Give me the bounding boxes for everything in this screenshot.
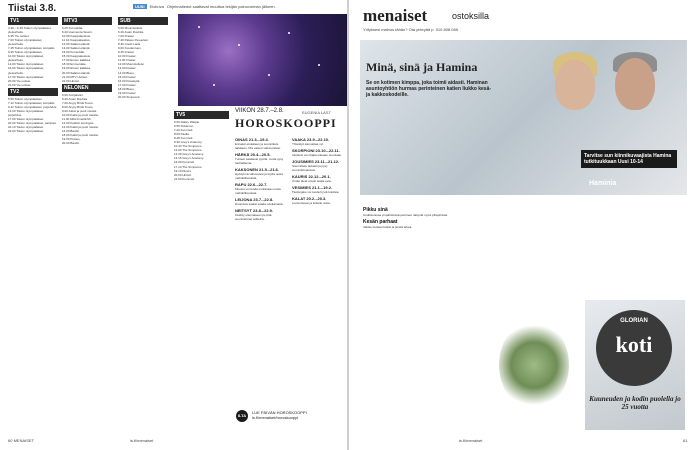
headline: Minä, sinä ja Hamina bbox=[366, 60, 478, 74]
schedule-entry: 19.00 Putous. bbox=[62, 137, 81, 142]
tv-column-1 bbox=[8, 16, 58, 133]
schedule-entry: 13.30 Grey's Anatomy. bbox=[174, 152, 205, 157]
sign-name: HÄRKÄ 20.4.–20.5. bbox=[235, 152, 271, 158]
schedule-entry: 7.40 Palaxo Pesuolavi. bbox=[118, 38, 149, 43]
horoscope-author: EUGENIA LAST bbox=[302, 110, 331, 115]
sign-text: Tiedonjako voi tuoda hyviä tuloksia. bbox=[292, 190, 340, 195]
lead-text: Se on kotimen kimppa, joka toimii aidasti. Haminan asuntoyhtiön hurmas perinteinen katien liukko kesä- ja kakkoskodeille. bbox=[366, 80, 492, 98]
sign-text: Ennakoi etukäteen ja suunnittele tarkkaan. Ota vastuu valinnoistasi. bbox=[235, 142, 281, 151]
star-icon bbox=[318, 64, 320, 66]
tagline: Yrityksesi mainos tähän? Ota yhteyttä p. 010 808 085 bbox=[363, 27, 458, 32]
schedule-entry: 20.00 Bandit. bbox=[62, 141, 80, 146]
schedule-entry: 7.20 Kummeli. bbox=[174, 128, 194, 133]
schedule-entry: 7.12 Tokion olympialaiset, koripallo. bbox=[8, 100, 56, 105]
schedule-entry: 6.00 Kotipäivän. bbox=[62, 92, 84, 97]
schedule-entry: 18.30 Emmerdale. bbox=[62, 62, 87, 67]
tv-column-4 bbox=[174, 110, 229, 181]
schedule-entry: 17.10 The Simpsons. bbox=[174, 164, 203, 169]
footer-page-number: 61 bbox=[683, 438, 688, 443]
footer-url: is.fi/menaiset bbox=[130, 438, 154, 443]
right-page bbox=[349, 0, 696, 450]
tv-column-3 bbox=[118, 16, 168, 99]
horoscope-title: HOROSKOOPPI bbox=[235, 116, 337, 130]
star-icon bbox=[213, 84, 215, 86]
schedule-entry: 8.00 Pasila. bbox=[174, 132, 190, 137]
koti-badge bbox=[596, 310, 672, 386]
sign-name: VAAKA 23.9.–22.10. bbox=[292, 137, 330, 142]
sign-name: VESIMIES 21.1.–19.2. bbox=[292, 185, 333, 191]
schedule-entry: 20.00 Yle uutiset. bbox=[8, 78, 32, 83]
schedule-entry: 8.30 Cooki Lacis. bbox=[118, 42, 142, 47]
schedule-entry: 9.00 Kuudentuon. bbox=[118, 46, 142, 51]
schedule-entry: 19.00 Ennen kaikkea. bbox=[62, 66, 91, 71]
footer-brand: MENAISET bbox=[13, 438, 35, 443]
schedule-entry: 20.00 Salatut elämät. bbox=[62, 70, 91, 75]
brand-title: menaiset bbox=[363, 6, 428, 25]
schedule-entry: 17.00 Tokion olympialaiset. bbox=[8, 116, 44, 121]
schedule-entry: 13.00 Frasier. bbox=[118, 66, 137, 71]
schedule-entry: 14.15 Grey's Anatomy. bbox=[174, 156, 205, 161]
schedule-entry: 14.00 Bluey. bbox=[118, 70, 135, 75]
schedule-entry: 6.20 Avain Ruuhka. bbox=[118, 30, 144, 35]
horoscope-photo bbox=[178, 14, 347, 106]
schedule-entry: 14.00 Kaksi ja puoli miestä. bbox=[62, 125, 99, 130]
sign-text: Muutos voi tuoda mukanaan uusia mahdollisuuksia. bbox=[235, 187, 281, 196]
legend-badge: UUSI bbox=[135, 4, 145, 9]
schedule-entry: 17.00 Ennen kaikkea. bbox=[62, 58, 91, 63]
legend-text-1: Elokuva bbox=[149, 4, 164, 9]
schedule-entry: 7.45 Tokion olympialaiset, koripallo. bbox=[8, 46, 56, 51]
schedule-entry: 19.10 Diners. bbox=[174, 168, 192, 173]
schedule-entry: 9.12 Tokion olympialaiset, purjehdus. bbox=[8, 104, 58, 109]
schedule-entry: 8.00 Angry Birds Toons. bbox=[62, 104, 94, 109]
schedule-entry: 16.00 Bandit. bbox=[62, 129, 80, 134]
channel-header: MTV3 bbox=[62, 17, 112, 25]
schedule-entry: 11.00 Frasier. bbox=[118, 58, 137, 63]
sign-name: OINAS 21.3.–19.4. bbox=[235, 137, 269, 142]
koti-caption: Kuuneuden ja kodin puolella jo 25 vuotta bbox=[589, 395, 681, 411]
star-icon bbox=[268, 74, 270, 76]
sign-name: SKORPIONI 23.10.–22.11. bbox=[292, 148, 340, 154]
star-icon bbox=[238, 44, 240, 46]
channel-header: SUB bbox=[118, 17, 168, 25]
schedule-entry: 6.35 Yle uutiset. bbox=[8, 34, 30, 39]
sign-text: Huomiota saatat saada odottamatta. bbox=[235, 202, 284, 207]
person-face bbox=[555, 60, 595, 110]
channel-header: TV2 bbox=[8, 88, 58, 96]
schedule-entry: 7.00 Angry Birds Toons. bbox=[62, 100, 94, 105]
sign-text: Suunnittele tarkasti ja pysy suunnitelmassasi. bbox=[292, 164, 328, 173]
sign-text: Hyödynnä vahvuutesi ja löydä uusia mahdollisuuksia. bbox=[235, 172, 283, 181]
schedule-entry: 9.00 Kaksi ja puoli miestä. bbox=[62, 108, 97, 113]
sign-name: LEIJONA 23.7.–22.8. bbox=[235, 197, 274, 203]
legend bbox=[133, 4, 276, 9]
schedule-entry: 13.00 Salatut elämät. bbox=[62, 46, 91, 51]
schedule-entry: 22.10 Tokion olympialaiset. bbox=[8, 125, 44, 130]
schedule-entry: 20.00 Tokion olympialaiset, painissa. bbox=[8, 120, 57, 125]
star-icon bbox=[288, 32, 290, 34]
schedule-entry: 18.00 Kaksi ja puoli miestä. bbox=[62, 133, 99, 138]
channel-header: TV5 bbox=[174, 111, 229, 119]
schedule-entry: 6.20 Huomenta Suomi. bbox=[62, 30, 93, 35]
horoscope-signs-left bbox=[235, 135, 289, 222]
brand-subtitle: ostoksilla bbox=[452, 11, 490, 21]
schedule-entry: 16.00 Tokion olympialaiset, yleisurheilu. bbox=[8, 66, 44, 75]
schedule-entry: 10.00 Kauppakeskus. bbox=[62, 34, 91, 39]
schedule-entry: 12.00 The Simpsons. bbox=[174, 148, 203, 153]
sign-text: Keskity olennaiseen ja pidä suunnitelmat selkeinä. bbox=[235, 213, 272, 222]
sign-name: JOUSIMIES 23.11.–21.12. bbox=[292, 159, 340, 165]
schedule-entry: 11.10 Kauppakeskus. bbox=[62, 38, 91, 43]
schedule-entry: 17.00 Frasier. bbox=[118, 82, 137, 87]
schedule-entry: 6.55 Pokémon. bbox=[174, 124, 195, 129]
sign-text: Luota itseesi ja kokeile uutta. bbox=[292, 201, 331, 206]
schedule-entry: 21.00 MTV Uutiset. bbox=[62, 74, 88, 79]
schedule-entry: 7.00 Tokion olympialaiset, yleisurheilu. bbox=[8, 38, 43, 47]
tv-column-2 bbox=[62, 16, 112, 145]
legend-text-2: Ohjelmatiedot saattavat muuttua tekijän painovoiman jälkeen. bbox=[166, 4, 276, 9]
schedule-entry: 9.45 Tokion olympialaiset. bbox=[8, 50, 43, 55]
sign-name: KALAT 20.2.–20.3. bbox=[292, 196, 327, 202]
schedule-entry: 12.00 Keittiön kuningas. bbox=[62, 120, 95, 125]
schedule-entry: 17.30 Tokion olympialaiset. bbox=[8, 74, 44, 79]
schedule-entry: 10.00 Frasier. bbox=[118, 54, 137, 59]
schedule-entry: 10.00 Kaksi ja puoli miestä. bbox=[62, 112, 99, 117]
channel-header: TV1 bbox=[8, 17, 58, 25]
sign-text: Yhteistyö kannattaa nyt. bbox=[292, 142, 325, 146]
promo-text[interactable]: LUE PÄIVÄN HOROSKOOPPI is.fi/menaiset/horoskooppi bbox=[252, 410, 307, 420]
schedule-entry: 12.00 Salatut elämät. bbox=[62, 42, 91, 47]
schedule-entry: 7.00 Frasier. bbox=[118, 34, 135, 39]
schedule-entry: 10.40 The Simpsons. bbox=[174, 144, 203, 149]
schedule-entry: 21.00 Kummeli. bbox=[174, 176, 195, 181]
schedule-entry: 12.00 Muumitolloisi. bbox=[118, 62, 145, 67]
photo-caption: Tarvitse sun kiinnikuvaajista Hamina tutkituukkaan Uusi 10-14 bbox=[581, 150, 677, 168]
schedule-entry: 4.30 – 6.35 Tokion olympialaiset, yleisurheilu. bbox=[8, 26, 52, 35]
ad-title: Pikku sinä bbox=[363, 207, 388, 213]
koti-title: koti bbox=[615, 332, 653, 357]
koti-brand: GLORIAN bbox=[620, 318, 648, 324]
schedule-entry: 9.30 Grey's Anatomy. bbox=[174, 140, 203, 145]
schedule-entry: 15.00 Kumoddat. bbox=[62, 50, 85, 55]
sign-name: NEITSYT 23.8.–22.9. bbox=[235, 208, 274, 214]
sign-text: Uudet ideat voivat avata ovia. bbox=[292, 179, 332, 184]
promo-badge: ILTA bbox=[236, 410, 248, 422]
schedule-entry: 19.00 Frasier. bbox=[118, 90, 137, 95]
horoscope-signs-right bbox=[292, 135, 344, 205]
schedule-entry: 21.00 Yle uutiset. bbox=[8, 82, 32, 87]
schedule-entry: 20.00 Hirviöt. bbox=[174, 172, 192, 177]
schedule-entry: 18.00 Bluey. bbox=[118, 86, 135, 91]
schedule-entry: 6.00 Muumitolloisi. bbox=[118, 26, 143, 30]
footer-url: is.fi/menaiset bbox=[459, 438, 483, 443]
schedule-entry: 10.00 Tokion olympialaiset, yleisurheilu. bbox=[8, 54, 44, 63]
schedule-entry: 23.00 Tokion olympialaiset. bbox=[8, 129, 44, 134]
ad-text: Valitse tuotteet kotiisi ja piristä arkea. bbox=[363, 225, 413, 230]
schedule-entry: 8.45 Kummeli. bbox=[174, 136, 194, 141]
sign-text: Intuitiosi voi ohjata oikeaan suuntaan. bbox=[292, 153, 343, 158]
sign-name: RAPU 22.6.–22.7. bbox=[235, 182, 268, 188]
schedule-entry: 6.00 Dailey Waipai. bbox=[174, 120, 200, 124]
schedule-entry: 16.00 Kummeli. bbox=[174, 160, 195, 165]
ad-title: Kesän parhaat bbox=[363, 219, 398, 226]
schedule-entry: 22.00 Hirviöt. bbox=[62, 78, 80, 83]
schedule-entry: 12.00 Tokion olympialaiset. bbox=[8, 62, 44, 67]
schedule-entry: 9.45 Frasier. bbox=[118, 50, 135, 55]
schedule-entry: 13.00 Tokion olympialaiset, purjehdus. bbox=[8, 108, 44, 117]
schedule-entry: 16.00 Kissatytöt. bbox=[118, 78, 141, 83]
left-page bbox=[0, 0, 347, 450]
ad-text: Uudistuvassa ympäristössä perinteet näkyvät myös pihapiirissä. bbox=[363, 213, 448, 217]
channel-header: NELONEN bbox=[62, 84, 112, 92]
star-icon bbox=[198, 26, 200, 28]
plant-photo bbox=[499, 320, 569, 410]
person-face bbox=[615, 58, 655, 110]
schedule-entry: 5.50 Tokion olympialaiset. bbox=[8, 96, 43, 101]
date-title: Tiistai 3.8. bbox=[8, 3, 57, 14]
ad-column bbox=[363, 205, 463, 229]
footer-page-number bbox=[8, 438, 34, 443]
photo-brand: Haminia bbox=[589, 180, 617, 187]
schedule-entry: 11.00 Mitä ihmettä Mr. bbox=[62, 116, 92, 121]
schedule-entry: 6.20 Avain Ruuhka. bbox=[62, 96, 88, 101]
horoscope-week: VIIKON 28.7.–2.8. bbox=[235, 108, 284, 114]
schedule-entry: 15.30 Kauppakeskus. bbox=[62, 54, 91, 59]
footer-num: 60 bbox=[8, 438, 13, 443]
tv-header bbox=[0, 0, 347, 14]
schedule-entry: 15.00 Frasier. bbox=[118, 74, 137, 79]
sign-name: KAKSONEN 21.5.–21.6. bbox=[235, 167, 280, 173]
sign-name: KAURIS 22.12.–20.1. bbox=[292, 174, 331, 180]
sign-text: Tunteet saattavat pyöriä, mutta pysy rauhallisena. bbox=[235, 157, 284, 166]
schedule-entry: 20.00 Simpsonit. bbox=[118, 94, 141, 99]
schedule-entry: 6.25 Kumoddat. bbox=[62, 26, 84, 30]
